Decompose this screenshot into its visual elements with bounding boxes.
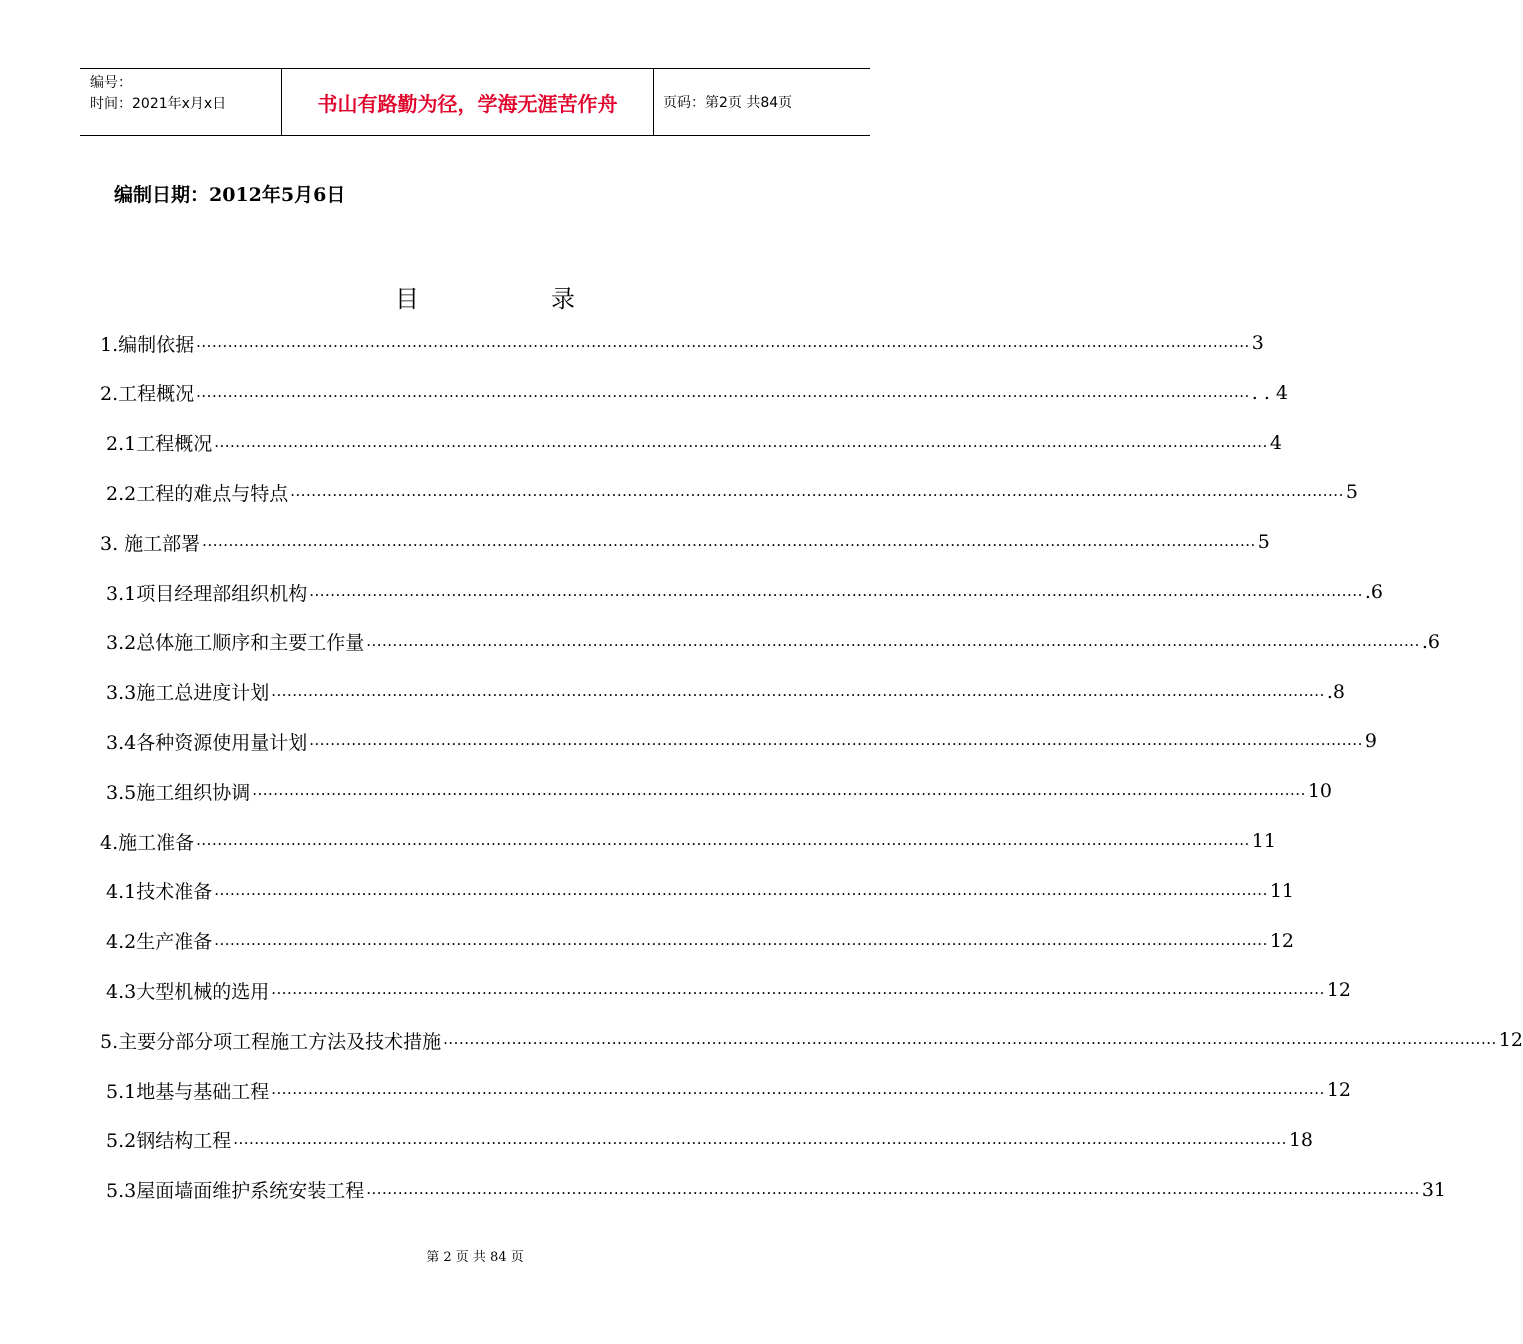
toc-entry-label: 5.2钢结构工程 (106, 1130, 232, 1153)
toc-entry-page: 12 (1326, 979, 1352, 1002)
toc-entry-page: 9 (1364, 730, 1377, 753)
toc-entry-leader: ········································································································································································································ (271, 984, 1325, 1003)
toc-entry-leader: ········································································································································································································ (196, 835, 1250, 853)
header-page-info: 页码：第2页 共84页 (663, 95, 793, 111)
toc-entry-page: 4 (1269, 431, 1282, 454)
toc-entry-leader: ········································································································································································································ (214, 436, 1268, 455)
toc-entry (100, 826, 1276, 856)
toc-entry-page: .6 (1364, 581, 1383, 603)
toc-title (395, 279, 575, 314)
toc-entry-label: 3.5施工组织协调 (106, 781, 251, 804)
toc-entry-leader: ········································································································································································································ (233, 1133, 1287, 1152)
toc-entry-leader: ········································································································································································································ (214, 884, 1268, 903)
toc-entry (106, 926, 1295, 956)
toc-entry-leader: ········································································································································································································ (196, 386, 1250, 405)
toc-entry-leader: ········································································································································································································ (252, 785, 1306, 804)
toc-entry-label: 1.编制依据 (100, 333, 195, 356)
toc-entry (106, 876, 1295, 906)
document-time-label: 时间：2021年x月x日 (90, 96, 227, 112)
toc-entry (100, 328, 1264, 358)
toc-entry-label: 2.工程概况 (100, 383, 195, 406)
toc-entry-leader: ········································································································································································································ (214, 934, 1268, 953)
toc-entry-page: 12 (1269, 929, 1295, 952)
toc-entry-page: 12 (1498, 1029, 1523, 1052)
toc-entry (100, 527, 1270, 557)
toc-entry-label: 3.2总体施工顺序和主要工作量 (106, 632, 365, 655)
toc-entry-page: .8 (1326, 680, 1345, 703)
toc-entry (106, 1075, 1352, 1105)
toc-title-left: 目 (395, 285, 419, 313)
document-number-label: 编号： (90, 75, 132, 91)
toc-entry (106, 726, 1377, 756)
toc-entry-page: 5 (1345, 481, 1358, 504)
toc-entry (106, 677, 1345, 707)
toc-entry-page: 5 (1257, 531, 1270, 554)
toc-entry-page: 11 (1251, 830, 1276, 852)
toc-entry-leader: ········································································································································································································ (271, 1084, 1325, 1102)
page-footer: 第 2 页 共 84 页 (426, 1250, 524, 1265)
toc-entry (106, 577, 1383, 607)
toc-entry-leader: ········································································································································································································ (271, 685, 1325, 704)
toc-entry-label: 4.3大型机械的选用 (106, 980, 270, 1003)
toc-entry (100, 1025, 1523, 1055)
toc-entry-page: 12 (1326, 1079, 1352, 1101)
toc-entry-label: 4.施工准备 (100, 831, 195, 854)
toc-entry (100, 378, 1289, 408)
toc-entry (106, 627, 1440, 657)
toc-entry-page: 10 (1307, 780, 1333, 803)
toc-entry-leader: ········································································································································································································ (366, 635, 1420, 654)
toc-entry-label: 2.1工程概况 (106, 433, 213, 456)
toc-entry-label: 4.1技术准备 (106, 881, 213, 904)
toc-entry-leader: ········································································································································································································ (309, 735, 1363, 754)
toc-entry-label: 4.2生产准备 (106, 931, 213, 954)
toc-entry (106, 428, 1282, 458)
toc-entry-label: 5.1地基与基础工程 (106, 1080, 270, 1103)
toc-entry-label: 3.3施工总进度计划 (106, 682, 270, 705)
toc-entry-leader: ········································································································································································································ (196, 337, 1250, 355)
toc-entry-label: 2.2工程的难点与特点 (106, 482, 289, 505)
header-motto: 书山有路勤为径，学海无涯苦作舟 (282, 69, 654, 135)
toc-entry-page: 18 (1288, 1128, 1314, 1151)
toc-entry-leader: ········································································································································································································ (290, 486, 1344, 505)
toc-entry (106, 477, 1358, 507)
toc-entry-page: 31 (1421, 1178, 1447, 1201)
toc-entry-page: 11 (1269, 879, 1295, 902)
toc-entry (106, 1175, 1447, 1205)
toc-entry-page: 3 (1251, 332, 1264, 354)
toc-entry-page: .6 (1421, 630, 1440, 653)
toc-entry-leader: ········································································································································································································ (202, 536, 1256, 555)
page-header (80, 68, 870, 136)
toc-entry (106, 1125, 1314, 1155)
toc-entry-label: 3. 施工部署 (100, 532, 201, 555)
toc-entry-label: 3.1项目经理部组织机构 (106, 582, 308, 605)
toc-entry-page: . . 4 (1251, 381, 1289, 404)
toc-entry (106, 975, 1352, 1005)
toc-entry-leader: ········································································································································································································ (443, 1034, 1497, 1053)
toc-entry-leader: ········································································································································································································ (309, 586, 1363, 604)
compile-date: 编制日期：2012年5月6日 (114, 184, 346, 206)
toc-title-right: 录 (551, 285, 575, 313)
toc-entry-label: 3.4各种资源使用量计划 (106, 731, 308, 754)
toc-entry-leader: ········································································································································································································ (366, 1183, 1420, 1202)
toc-entry (106, 776, 1333, 806)
toc-entry-label: 5.3屋面墙面维护系统安装工程 (106, 1180, 365, 1203)
toc-entry-label: 5.主要分部分项工程施工方法及技术措施 (100, 1030, 442, 1053)
header-meta (80, 69, 282, 135)
